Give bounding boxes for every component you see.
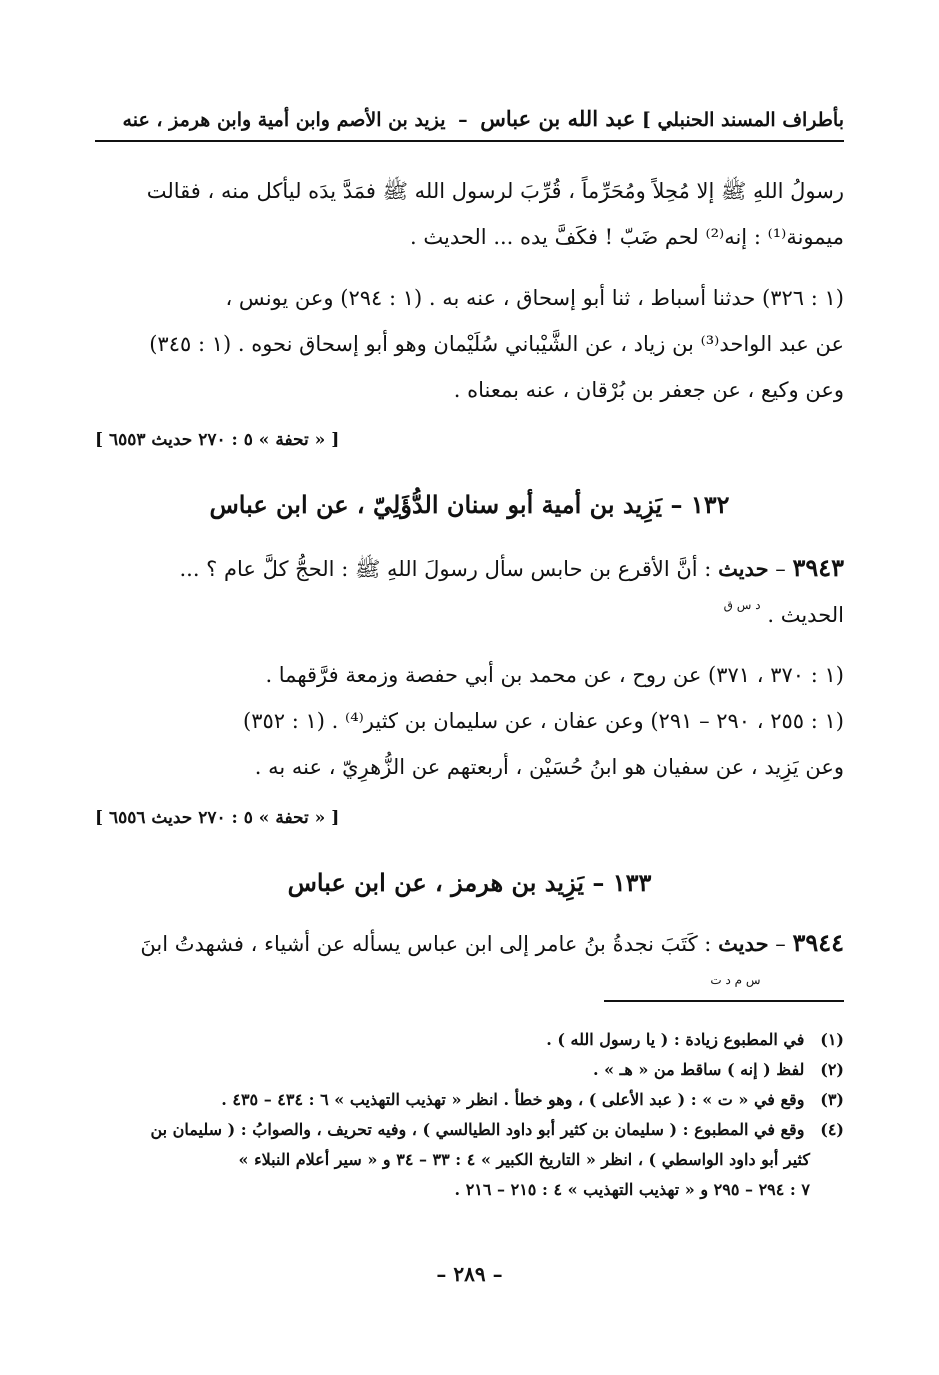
text-line: عن عبد الواحد⁽³⁾ بن زياد ، عن الشَّيْباني سُلَيْمان وهو أبو إسحاق نحوه . (١ : ٣٤٥) — [149, 332, 844, 356]
hadith-entry-3943 — [95, 545, 844, 638]
section-number: ١٣٢ — [690, 490, 730, 519]
footnote-1 — [95, 1025, 844, 1055]
continuation-paragraph — [95, 168, 844, 260]
footnote-text: في المطبوع زيادة : ( يا رسول الله ) . — [546, 1030, 805, 1049]
footnote-3 — [95, 1085, 844, 1115]
hadith-number: ٣٩٤٤ — [792, 928, 844, 957]
section-dash: – — [592, 868, 605, 897]
hadith-dash: – — [775, 932, 786, 956]
text-line: الحديث . — [767, 603, 844, 627]
section-dash: – — [670, 490, 683, 519]
text-line: رسولُ اللهِ ﷺ إلا مُحِلاً ومُحَرِّماً ، قُرِّبَ لرسول الله ﷺ فمَدَّ يدَه ليأكل منه ، فقالت — [146, 179, 844, 203]
footnote-4 — [95, 1115, 844, 1205]
footnote-text: كثير أبو داود الواسطي ) ، انظر « التاريخ الكبير » ٤ : ٣٣ – ٣٤ و « سير أعلام النبلاء » — [238, 1150, 810, 1169]
isnad-paragraph — [95, 652, 844, 790]
section-title: يَزِيد بن أمية أبو سنان الدُّؤَلِيّ ، عن ابن عباس — [209, 490, 663, 519]
section-title: يَزِيد بن هرمز ، عن ابن عباس — [287, 868, 584, 897]
hadith-label: حديث س م د ت — [718, 931, 768, 956]
hadith-text: : كَتَبَ نجدةُ بنُ عامر إلى ابن عباس يسأله عن أشياء ، فشهدتُ ابنَ — [140, 932, 712, 956]
footnote-text: ٧ : ٢٩٤ – ٢٩٥ و « تهذيب التهذيب » ٤ : ٢١٥ – ٢١٦ . — [454, 1180, 810, 1199]
footnote-number: (١) — [820, 1030, 844, 1049]
hadith-label: حديث د س ق — [718, 556, 768, 581]
footnote-separator — [604, 1000, 844, 1002]
footnotes — [95, 1025, 844, 1205]
header-dash: – — [458, 109, 468, 131]
tuhfa-reference: [ « تحفة » ٥ : ٢٧٠ حديث ٦٥٥٣ ] — [95, 430, 340, 450]
hadith-text: : أنَّ الأقرع بن حابس سأل رسولَ اللهِ ﷺ : الحجُّ كلَّ عام ؟ ... — [179, 557, 712, 581]
hadith-number: ٣٩٤٣ — [792, 553, 844, 582]
section-number: ١٣٣ — [612, 868, 652, 897]
header-subtitle: يزيد بن الأصم وابن أمية وابن هرمز ، عنه — [122, 109, 446, 131]
footnote-number: (٣) — [820, 1090, 844, 1109]
footnote-text: لفظ ( إنه ) ساقط من « هـ » . — [592, 1060, 805, 1079]
section-heading-132 — [95, 490, 844, 519]
source-symbols: س م د ت — [710, 973, 761, 987]
tuhfa-reference: [ « تحفة » ٥ : ٢٧٠ حديث ٦٥٥٦ ] — [95, 808, 340, 828]
footnote-text: وقع في المطبوع : ( سليمان بن كثير أبو داود الطيالسي ) ، وفيه تحريف ، والصوابُ : ( سليمان بن — [150, 1120, 805, 1139]
isnad-paragraph — [95, 275, 844, 413]
source-symbols: د س ق — [723, 598, 761, 612]
footnote-2 — [95, 1055, 844, 1085]
text-line: وعن يَزِيد ، عن سفيان هو ابنُ حُسَيْن ، أربعتهم عن الزُّهرِيّ ، عنه به . — [254, 755, 844, 779]
hadith-entry-3944 — [95, 920, 844, 987]
footnote-number: (٢) — [820, 1060, 844, 1079]
header-section-title: عبد الله بن عباس — [480, 106, 636, 131]
text-line: (١ : ٢٥٥ ، ٢٩٠ – ٢٩١) وعن عفان ، عن سليمان بن كثير⁽⁴⁾ . (١ : ٣٥٢) — [243, 709, 844, 733]
text-line: (١ : ٣٢٦) حدثنا أسباط ، ثنا أبو إسحاق ، عنه به . (١ : ٢٩٤) وعن يونس ، — [225, 286, 844, 310]
text-line: وعن وكيع ، عن جعفر بن بُرْقان ، عنه بمعناه . — [453, 378, 844, 402]
hadith-dash: – — [775, 557, 786, 581]
running-header — [95, 100, 844, 142]
section-heading-133 — [95, 868, 844, 897]
text-line: (١ : ٣٧٠ ، ٣٧١) عن روح ، عن محمد بن أبي حفصة وزمعة فرَّقهما . — [265, 663, 844, 687]
footnote-text: وقع في « ت » : ( عبد الأعلى ) ، وهو خطأ . انظر « تهذيب التهذيب » ٦ : ٤٣٤ – ٤٣٥ . — [221, 1090, 805, 1109]
text-line: ميمونة⁽¹⁾ : إنه⁽²⁾ لحم ضَبّ ! فكَفَّ يده ... الحديث . — [410, 225, 844, 249]
header-book-title: بأطراف المسند الحنبلي ] — [641, 109, 844, 131]
page-number: – ٢٨٩ – — [436, 1262, 503, 1286]
footnote-number: (٤) — [820, 1120, 844, 1139]
